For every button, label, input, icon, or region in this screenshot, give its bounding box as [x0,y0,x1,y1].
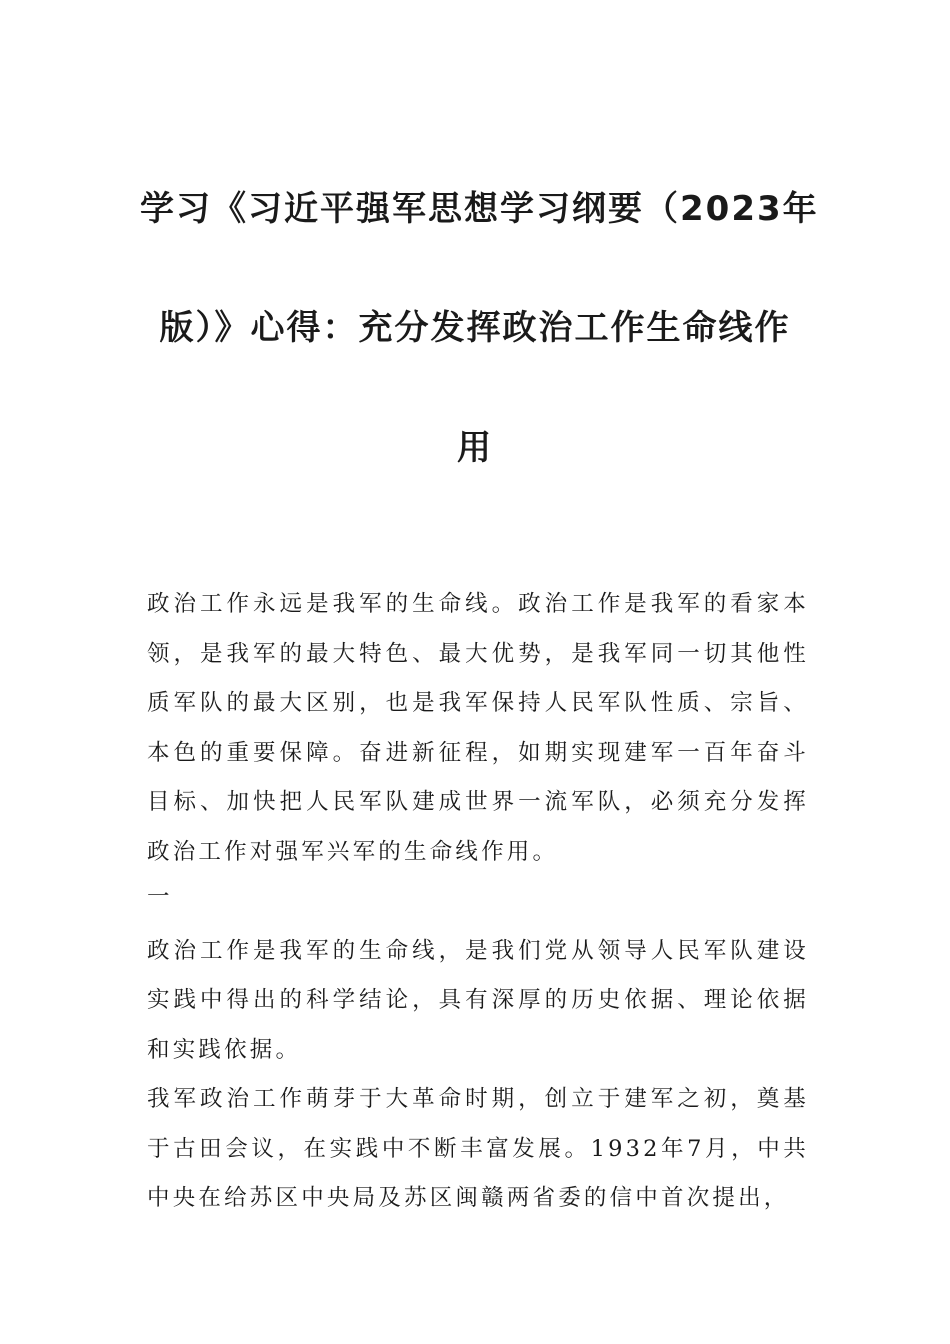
title-line-2: 版）》心得：充分发挥政治工作生命线作 [159,308,791,348]
paragraph-intro: 政治工作永远是我军的生命线。政治工作是我军的看家本领，是我军的最大特色、最大优势，是我军同一切其他性质军队的最大区别，也是我军保持人民军队性质、宗旨、本色的重要保障。奋进新征程，如期实现建军一百年奋斗目标、加快把人民军队建成世界一流军队，必须充分发挥政治工作对强军兴军的生命线作用。 [147,591,809,865]
document-body [147,580,809,1224]
title-line-1: 学习《习近平强军思想学习纲要（2023年 [140,189,819,229]
title-line-3: 用 [457,428,493,468]
section-number: 一 [147,884,173,910]
paragraph-lifeline: 政治工作是我军的生命线，是我们党从领导人民军队建设实践中得出的科学结论，具有深厚的历史依据、理论依据和实践依据。 [147,937,809,1063]
paragraph-history: 我军政治工作萌芽于大革命时期，创立于建军之初，奠基于古田会议，在实践中不断丰富发展。1932年7月，中共中央在给苏区中央局及苏区闽赣两省委的信中首次提出， [147,1086,809,1211]
